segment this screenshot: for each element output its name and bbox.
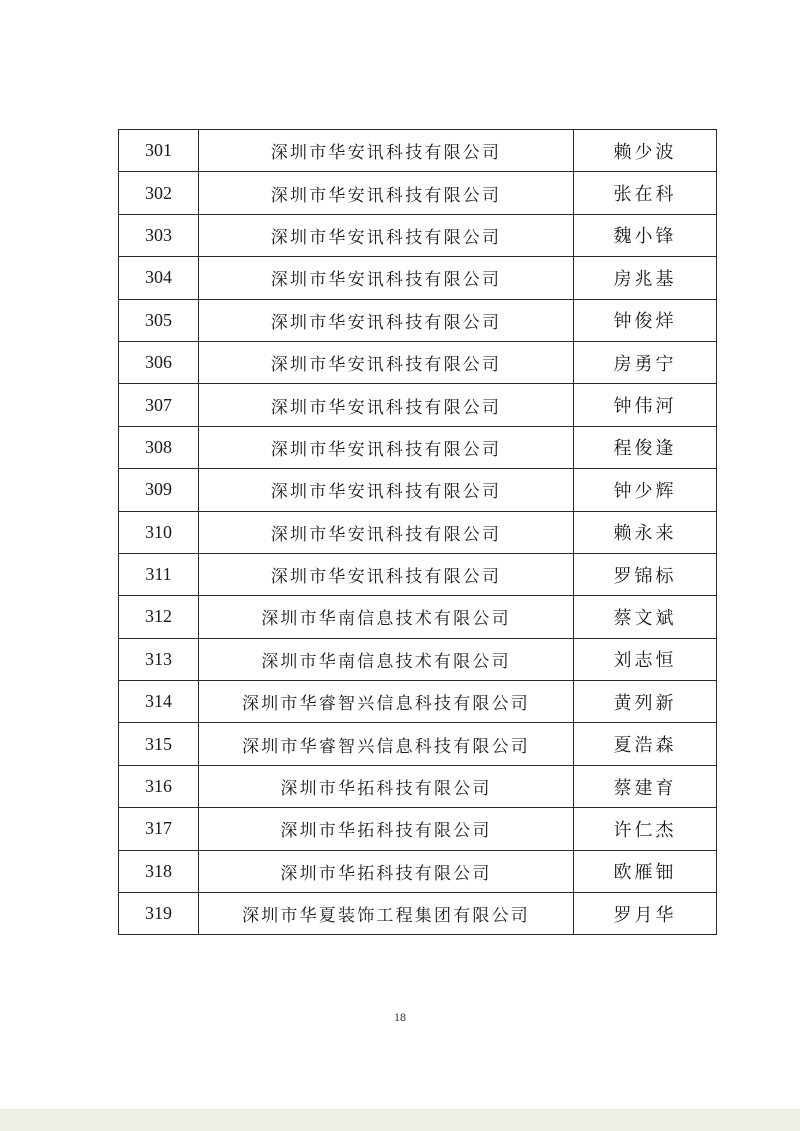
company-name-cell: 深圳市华安讯科技有限公司 <box>199 511 574 553</box>
company-name-cell: 深圳市华安讯科技有限公司 <box>199 257 574 299</box>
person-name-cell: 钟少辉 <box>574 469 717 511</box>
company-name-cell: 深圳市华安讯科技有限公司 <box>199 426 574 468</box>
company-name-cell: 深圳市华拓科技有限公司 <box>199 808 574 850</box>
table-row <box>119 808 717 850</box>
table-row <box>119 893 717 935</box>
row-number-cell: 309 <box>119 469 199 511</box>
table-row <box>119 511 717 553</box>
person-name-cell: 程俊逢 <box>574 426 717 468</box>
roster-table-body <box>119 130 717 935</box>
table-row <box>119 130 717 172</box>
company-name-cell: 深圳市华安讯科技有限公司 <box>199 341 574 383</box>
row-number-cell: 316 <box>119 765 199 807</box>
person-name-cell: 许仁杰 <box>574 808 717 850</box>
table-row <box>119 172 717 214</box>
table-row <box>119 469 717 511</box>
row-number-cell: 301 <box>119 130 199 172</box>
row-number-cell: 306 <box>119 341 199 383</box>
table-row <box>119 596 717 638</box>
table-row <box>119 384 717 426</box>
company-name-cell: 深圳市华安讯科技有限公司 <box>199 130 574 172</box>
row-number-cell: 308 <box>119 426 199 468</box>
company-name-cell: 深圳市华安讯科技有限公司 <box>199 469 574 511</box>
row-number-cell: 313 <box>119 638 199 680</box>
scan-edge-strip <box>0 1109 800 1131</box>
row-number-cell: 319 <box>119 893 199 935</box>
person-name-cell: 钟伟河 <box>574 384 717 426</box>
person-name-cell: 夏浩森 <box>574 723 717 765</box>
person-name-cell: 黄列新 <box>574 681 717 723</box>
table-row <box>119 299 717 341</box>
person-name-cell: 房勇宁 <box>574 341 717 383</box>
company-name-cell: 深圳市华安讯科技有限公司 <box>199 214 574 256</box>
table-row <box>119 257 717 299</box>
table-row <box>119 850 717 892</box>
person-name-cell: 张在科 <box>574 172 717 214</box>
row-number-cell: 311 <box>119 553 199 595</box>
person-name-cell: 赖永来 <box>574 511 717 553</box>
row-number-cell: 302 <box>119 172 199 214</box>
person-name-cell: 罗月华 <box>574 893 717 935</box>
row-number-cell: 317 <box>119 808 199 850</box>
roster-table <box>118 129 717 935</box>
row-number-cell: 305 <box>119 299 199 341</box>
company-name-cell: 深圳市华安讯科技有限公司 <box>199 172 574 214</box>
table-row <box>119 723 717 765</box>
company-name-cell: 深圳市华睿智兴信息科技有限公司 <box>199 723 574 765</box>
table-row <box>119 638 717 680</box>
company-name-cell: 深圳市华安讯科技有限公司 <box>199 384 574 426</box>
person-name-cell: 赖少波 <box>574 130 717 172</box>
row-number-cell: 315 <box>119 723 199 765</box>
person-name-cell: 罗锦标 <box>574 553 717 595</box>
person-name-cell: 蔡文斌 <box>574 596 717 638</box>
company-name-cell: 深圳市华拓科技有限公司 <box>199 765 574 807</box>
row-number-cell: 312 <box>119 596 199 638</box>
table-row <box>119 214 717 256</box>
person-name-cell: 魏小锋 <box>574 214 717 256</box>
row-number-cell: 314 <box>119 681 199 723</box>
table-row <box>119 341 717 383</box>
company-name-cell: 深圳市华南信息技术有限公司 <box>199 596 574 638</box>
table-row <box>119 553 717 595</box>
table-row <box>119 426 717 468</box>
company-name-cell: 深圳市华安讯科技有限公司 <box>199 553 574 595</box>
table-row <box>119 765 717 807</box>
row-number-cell: 303 <box>119 214 199 256</box>
person-name-cell: 房兆基 <box>574 257 717 299</box>
row-number-cell: 318 <box>119 850 199 892</box>
person-name-cell: 欧雁钿 <box>574 850 717 892</box>
company-name-cell: 深圳市华安讯科技有限公司 <box>199 299 574 341</box>
row-number-cell: 310 <box>119 511 199 553</box>
person-name-cell: 刘志恒 <box>574 638 717 680</box>
person-name-cell: 钟俊烊 <box>574 299 717 341</box>
company-name-cell: 深圳市华睿智兴信息科技有限公司 <box>199 681 574 723</box>
person-name-cell: 蔡建育 <box>574 765 717 807</box>
company-name-cell: 深圳市华夏装饰工程集团有限公司 <box>199 893 574 935</box>
row-number-cell: 307 <box>119 384 199 426</box>
company-name-cell: 深圳市华拓科技有限公司 <box>199 850 574 892</box>
page-number: 18 <box>394 1010 406 1024</box>
row-number-cell: 304 <box>119 257 199 299</box>
company-name-cell: 深圳市华南信息技术有限公司 <box>199 638 574 680</box>
table-row <box>119 681 717 723</box>
